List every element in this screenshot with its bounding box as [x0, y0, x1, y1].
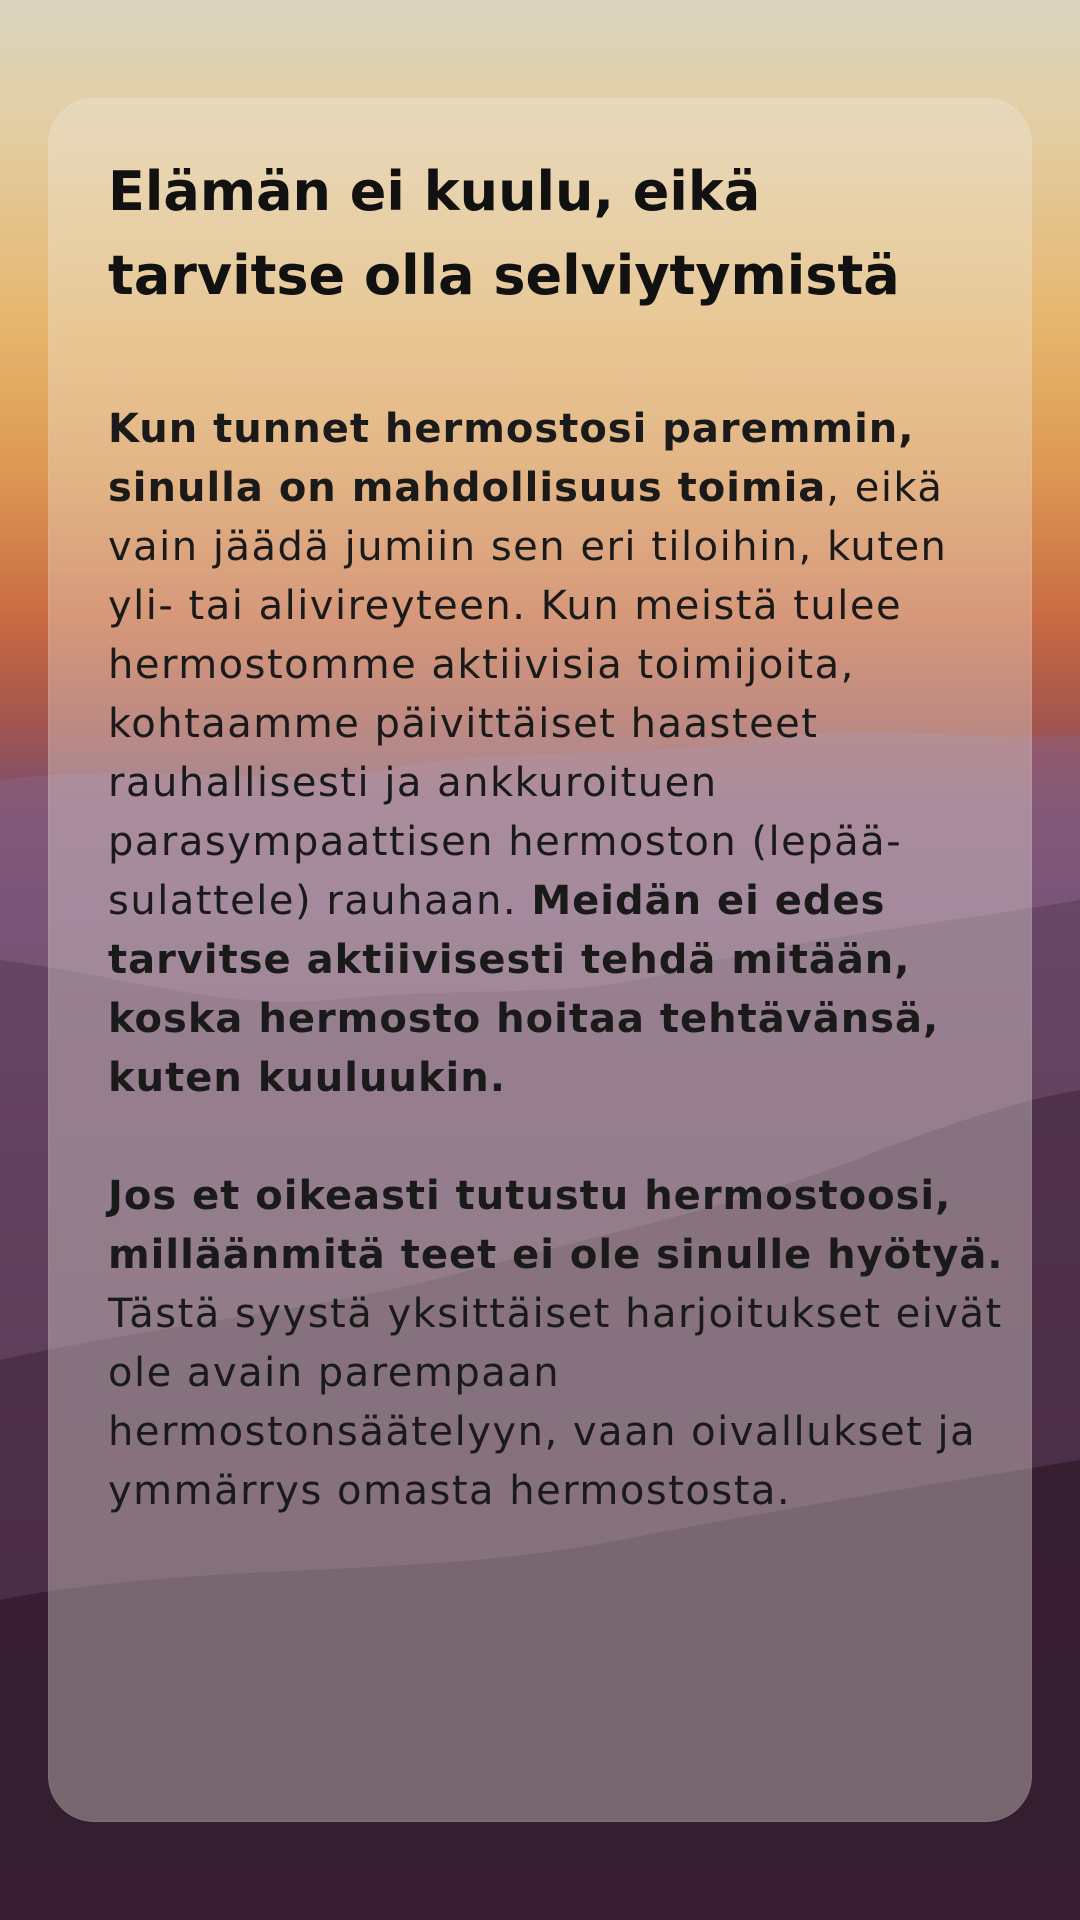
page-title: Elämän ei kuulu, eikä tarvitse olla selviytymistä [108, 160, 900, 307]
body-text [108, 400, 1008, 1521]
paragraph-1-text: , eikä vain jäädä jumiin sen eri tiloihin, kuten yli- tai alivireyteen. Kun meistä tulee hermostomme aktiivisia toimijoita, kohtaamme päivittäiset haasteet rauhallisesti ja ankkuroituen parasympaattisen hermoston (lepää-sulattele) rauhaan. [108, 465, 948, 924]
paragraph-1-bold-intro: Kun tunnet hermostosi paremmin, sinulla on mahdollisuus toimia [108, 406, 915, 511]
paragraph-1 [108, 400, 1008, 1108]
paragraph-2-bold-intro: Jos et oikeasti tutustu hermostoosi, milläänmitä teet ei ole sinulle hyötyä. [108, 1173, 1004, 1278]
paragraph-2-text: Tästä syystä yksittäiset harjoitukset eivät ole avain parempaan hermostonsäätelyyn, vaan oivallukset ja ymmärrys omasta hermostosta. [108, 1291, 1003, 1514]
paragraph-2 [108, 1167, 1008, 1521]
paragraph-1-bold-outro: Meidän ei edes tarvitse aktiivisesti tehdä mitään, koska hermosto hoitaa tehtävänsä, kuten kuuluukin. [108, 878, 940, 1101]
